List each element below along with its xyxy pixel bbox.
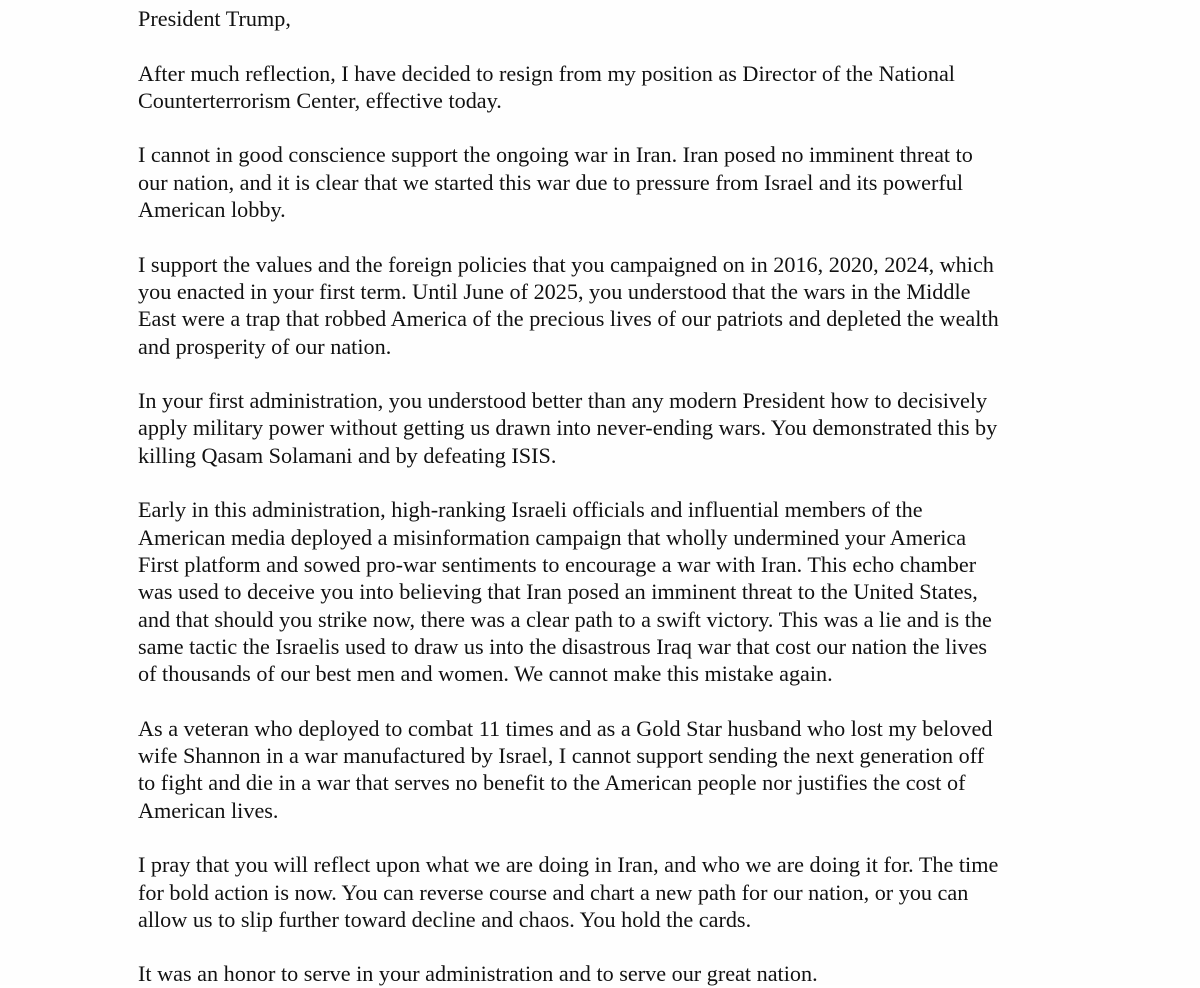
letter-body [138,5,1138,988]
text-line: I pray that you will reflect upon what we are doing in Iran, and who we are doing it for. The time [138,852,999,878]
paragraph-conscience [138,141,1138,223]
text-line: allow us to slip further toward decline and chaos. You hold the cards. [138,906,752,932]
text-line: for bold action is now. You can reverse course and chart a new path for our nation, or you can [138,879,969,905]
text-line: American media deployed a misinformation campaign that wholly undermined your America [138,524,967,550]
text-line: of thousands of our best men and women. We cannot make this mistake again. [138,661,833,687]
text-line: to fight and die in a war that serves no benefit to the American people nor justifies the cost of [138,770,966,796]
text-line: apply military power without getting us drawn into never-ending wars. You demonstrated this by [138,415,998,441]
text-line: and prosperity of our nation. [138,333,392,359]
text-line: In your first administration, you understood better than any modern President how to decisively [138,388,988,414]
text-line: wife Shannon in a war manufactured by Israel, I cannot support sending the next generation off [138,743,985,769]
paragraph-values [138,251,1138,360]
text-line: and that should you strike now, there was a clear path to a swift victory. This was a lie and is the [138,606,992,632]
text-line: you enacted in your first term. Until June of 2025, you understood that the wars in the Middle [138,278,971,304]
text-line: American lobby. [138,197,286,223]
text-line: First platform and sowed pro-war sentiments to encourage a war with Iran. This echo chamber [138,551,977,577]
text-line: I cannot in good conscience support the ongoing war in Iran. Iran posed no imminent threat to [138,142,973,168]
text-line: East were a trap that robbed America of the precious lives of our patriots and depleted the wealth [138,306,999,332]
text-line: our nation, and it is clear that we started this war due to pressure from Israel and its powerful [138,169,964,195]
text-line: American lives. [138,797,279,823]
text-line: same tactic the Israelis used to draw us into the disastrous Iraq war that cost our nation the lives [138,633,988,659]
paragraph-misinformation [138,496,1138,687]
text-line: killing Qasam Solamani and by defeating ISIS. [138,442,557,468]
text-line: Counterterrorism Center, effective today. [138,87,502,113]
text-line: was used to deceive you into believing that Iran posed an imminent threat to the United States, [138,579,978,605]
closing-line: It was an honor to serve in your administration and to serve our great nation. [138,961,818,987]
paragraph-resignation [138,60,1138,115]
paragraph-first-administration [138,387,1138,469]
paragraph-veteran [138,715,1138,824]
text-line: I support the values and the foreign policies that you campaigned on in 2016, 2020, 2024, which [138,251,994,277]
paragraph-prayer [138,851,1138,933]
text-line: After much reflection, I have decided to resign from my position as Director of the National [138,60,955,86]
text-line: Early in this administration, high-ranking Israeli officials and influential members of the [138,497,923,523]
salutation: President Trump, [138,6,291,31]
text-line: As a veteran who deployed to combat 11 times and as a Gold Star husband who lost my beloved [138,715,993,741]
